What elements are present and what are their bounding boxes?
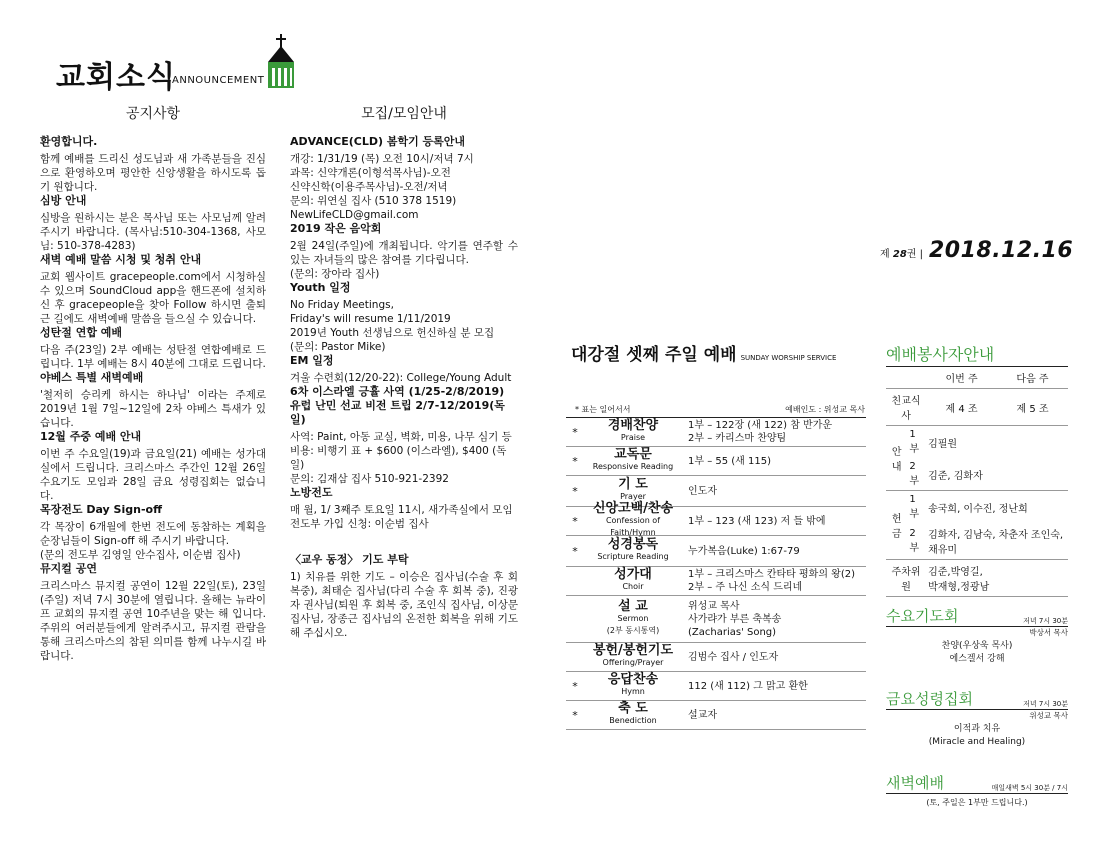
dawn-service: 새벽예배 매일새벽 5시 30분 / 7시 (토, 주일은 1부만 드립니다.) <box>886 774 1068 807</box>
order-item-detail: 위성교 목사 사가랴가 부른 축복송 (Zacharias' Song) <box>688 600 782 638</box>
notice-visitation: 심방 안내 심방을 원하시는 분은 목사님 또는 사모님께 알려 주시기 바랍니다. (목사님:510-304-1368, 사모님: 510-378-4283) <box>40 194 266 252</box>
meeting-advance: ADVANCE(CLD) 봄학기 등록안내 개강: 1/31/19 (목) 오전 10시/저녁 7시 과목: 신약개론(이형석목사님)-오전 신약신학(이용주목사님)-오전/저녁 문의: 위연실 집사 (510 378 1519) NewLifeCLD@gmail.com <box>290 135 474 221</box>
dawn-title: 새벽예배 <box>886 774 944 792</box>
notice-christmas-service: 성탄절 연합 예배 다음 주(23일) 2부 예배는 성탄절 연합예배로 드립니다. 1부 예배는 8시 40분에 그대로 드립니다. <box>40 326 266 370</box>
order-item-name: 교독문 Responsive Reading <box>592 447 674 471</box>
meetings-column <box>290 135 518 640</box>
order-item-name: 봉헌/봉헌기도 Offering/Prayer <box>592 643 674 667</box>
order-item-detail: 인도자 <box>688 485 717 497</box>
meeting-street-evangelism: 노방전도 매 월, 1/ 3째주 토요일 11시, 새가족실에서 모임 전도부 가입 신청: 이순범 집사 <box>290 486 513 530</box>
standing-marker: * <box>572 514 578 528</box>
volunteers-title: 예배봉사자안내 <box>886 345 995 364</box>
wednesday-title: 수요기도회 <box>886 607 959 625</box>
worship-order-row <box>566 418 866 447</box>
table-row: 친교식사 제 4 조 제 5 조 <box>886 389 1068 426</box>
standing-marker: * <box>572 454 578 468</box>
meeting-youth: Youth 일정 No Friday Meetings, Friday's will resume 1/11/2019 2019년 Youth 선생님으로 헌신하실 분 모집 (문의: Pastor Mike) <box>290 281 495 353</box>
issue-date <box>880 238 1073 263</box>
order-item-detail: 1부 – 55 (새 115) <box>688 455 772 467</box>
worship-order-row <box>566 672 866 701</box>
standing-marker: * <box>572 708 578 722</box>
standing-marker: * <box>572 679 578 693</box>
page-title: 교회소식 <box>56 60 176 95</box>
order-item-name: 신앙고백/찬송 Confession of Faith/Hymn <box>592 501 674 537</box>
notice-dawn-sermon: 새벽 예배 말씀 시청 및 청취 안내 교회 웹사이트 gracepeople.com에서 시청하실 수 있으며 SoundCloud app을 핸드폰에 설치하신 후 gracepeople을 찾아 Follow 하시면 출퇴근 길에도 새벽예배 말씀을 들으실 수 있습니다. <box>40 253 266 325</box>
meeting-em: EM 일정 겨울 수련회(12/20-22): College/Young Adult <box>290 354 512 384</box>
order-item-detail: 설교자 <box>688 709 717 721</box>
table-row: 이번 주 다음 주 <box>886 367 1068 389</box>
table-row: 주차위원 김준,박영길, 박재형,정광남 <box>886 560 1068 597</box>
notices-column <box>40 135 266 663</box>
volunteers-table <box>886 366 1068 597</box>
order-item-detail: 김범수 집사 / 인도자 <box>688 651 779 663</box>
order-item-detail: 1부 – 크리스마스 칸타타 평화의 왕(2) 2부 – 주 나신 소식 드리네 <box>688 569 856 593</box>
worship-order-row <box>566 536 866 567</box>
worship-order-row <box>566 447 866 476</box>
friday-meeting: 금요성령집회 저녁 7시 30분 위성교 목사 이적과 치유 (Miracle and Healing) <box>886 690 1068 747</box>
worship-order-row <box>566 596 866 643</box>
order-item-name: 기 도 Prayer <box>618 477 648 501</box>
order-item-name: 설 교 Sermon (2부 동시통역) <box>606 599 660 635</box>
order-item-name: 성경봉독 Scripture Reading <box>597 537 669 561</box>
worship-order-row <box>566 701 866 730</box>
order-item-detail: 112 (새 112) 그 맑고 환한 <box>688 680 808 692</box>
page-subtitle: ANNOUNCEMENT <box>172 75 265 86</box>
order-item-name: 성가대 Choir <box>614 567 652 591</box>
notice-welcome: 환영합니다. 함께 예배를 드리신 성도님과 새 가족분들을 진심으로 환영하오며 평안한 신앙생활을 하시도록 돕기 원합니다. <box>40 135 266 193</box>
meetings-heading: 모집/모임안내 <box>361 106 447 122</box>
order-item-name: 축 도 Benediction <box>609 701 657 725</box>
order-item-name: 응답찬송 Hymn <box>607 672 659 696</box>
notice-evangelism-day: 목장전도 Day Sign-off 각 목장이 6개월에 한번 전도에 동참하는 계획을 순장님들이 Sign-off 해 주시기 바랍니다. (문의 전도부 김영일 안수집사, 이순범 집사) <box>40 503 266 561</box>
worship-order-row <box>566 501 866 537</box>
worship-order-row <box>566 643 866 672</box>
worship-title: 대강절 셋째 주일 예배 SUNDAY WORSHIP SERVICE <box>571 345 837 365</box>
standing-marker: * <box>572 425 578 439</box>
notice-jabez: 야베스 특별 새벽예배 '철저히 승리케 하시는 하나님' 이라는 주제로 2019년 1월 7일~12일에 2차 야베스 특새가 있습니다. <box>40 371 266 429</box>
worship-order-row <box>566 567 866 596</box>
table-row: 2부 김화자, 김남숙, 차춘자 조인숙, 채유미 <box>886 523 1068 560</box>
worship-order <box>566 417 866 730</box>
order-item-detail: 누가복음(Luke) 1:67-79 <box>688 545 800 557</box>
table-row: 2부 김준, 김화자 <box>886 458 1068 491</box>
table-row: 안내 1부 김필원 <box>886 426 1068 459</box>
wednesday-prayer: 수요기도회 저녁 7시 30분 박상서 목사 찬양(우상욱 목사) 에스겔서 강해 <box>886 607 1068 664</box>
meeting-concert: 2019 작은 음악회 2월 24일(주일)에 개최됩니다. 악기를 연주할 수 있는 자녀들의 많은 참여를 기다립니다. (문의: 장아라 집사) <box>290 222 518 280</box>
bulletin-date: 2018.12.16 <box>929 238 1074 263</box>
table-row: 헌금 1부 송국희, 이수진, 정난희 <box>886 491 1068 524</box>
order-item-detail: 1부 – 122장 (새 122) 참 반가운 2부 – 카리스마 찬양팀 <box>688 420 833 444</box>
standing-marker: * <box>572 544 578 558</box>
notice-weekday-services: 12월 주중 예배 안내 이번 주 수요일(19)과 금요일(21) 예배는 성가대실에서 드립니다. 크리스마스 주간인 12월 26일 수요기도 모임과 28일 금요 성령집회는 없습니다. <box>40 430 266 502</box>
notices-heading: 공지사항 <box>125 106 181 122</box>
issue-number: 제 28권 | <box>880 249 923 260</box>
order-item-detail: 1부 – 123 (새 123) 저 들 밖에 <box>688 515 826 527</box>
notice-musical: 뮤지컬 공연 크리스마스 뮤지컬 공연이 12월 22일(토), 23일(주일) 저녁 7시 30분에 열립니다. 올해는 뉴라이프 교회의 뮤지컬 공연 10주년을 맞는 해 입니다. 주위의 여러분들에게 알려주시고, 뮤지컬 관람을 통해 크리스마스의 참된 의미를 함께 나누시길 바랍니다. <box>40 562 266 662</box>
meeting-mission: 6차 이스라엘 긍휼 사역 (1/25-2/8/2019) 유럽 난민 선교 비전 트립 2/7-12/2019(독일) 사역: Paint, 아동 교실, 벽화, 미용, 나무 심기 등 비용: 비행기 표 + $600 (이스라엘), $400 (독일) 문의: 김재삼 집사 510-921-2392 <box>290 385 512 485</box>
friday-title: 금요성령집회 <box>886 690 973 708</box>
worship-meta: * 표는 일어서서 예배인도 : 위성교 목사 <box>575 405 865 414</box>
meeting-prayer-request: 〈교우 동정〉 기도 부탁 1) 치유를 위한 기도 – 이승은 집사님(수술 후 회복중), 최태순 집사님(다리 수술 후 회복 중), 진광자 권사님(퇴원 후 회복 중, 조인식 집사님, 이상문 집사님, 장종근 집사님의 온전한 회복을 위해 기도해 주십시오. <box>290 553 518 639</box>
order-item-name: 경배찬양 Praise <box>607 418 659 442</box>
church-icon <box>262 34 300 90</box>
standing-marker: * <box>572 484 578 498</box>
